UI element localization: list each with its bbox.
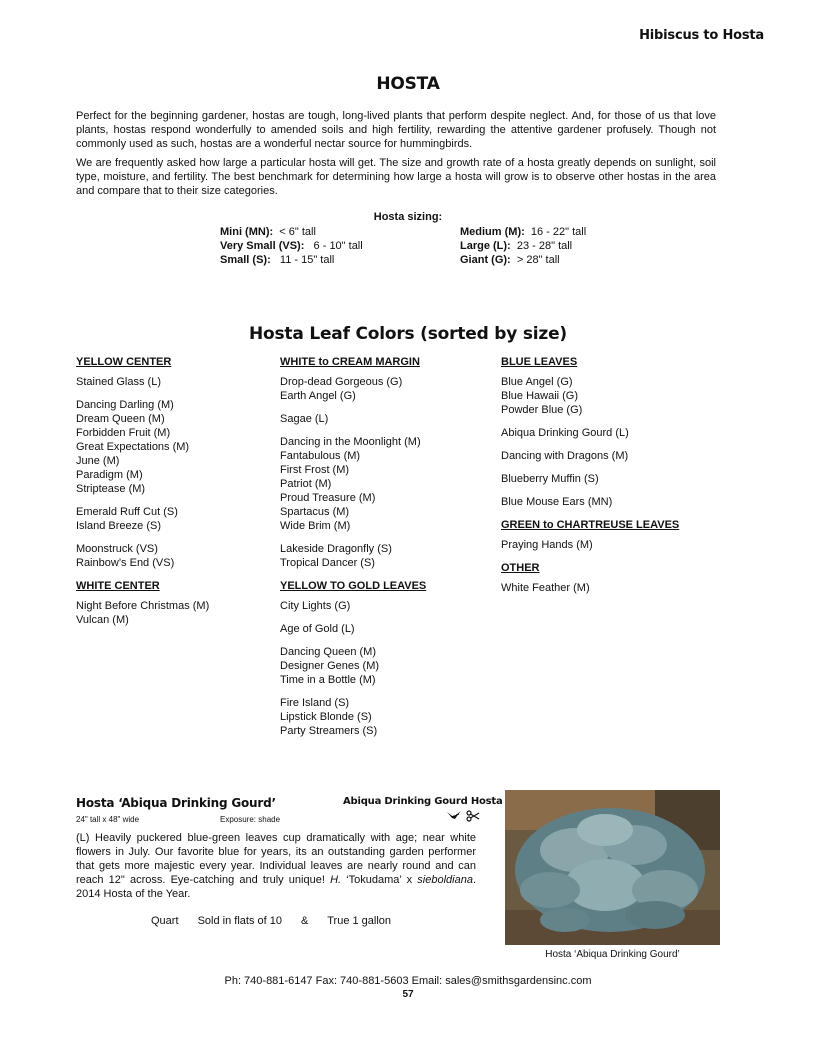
sizing-list-left	[220, 225, 363, 267]
variety-item: Sagae (L)	[280, 413, 329, 425]
section-heading: BLUE LEAVES	[501, 356, 578, 368]
sizing-row	[460, 239, 586, 253]
sizing-row	[460, 253, 586, 267]
variety-item: Lipstick Blonde (S)	[280, 711, 372, 723]
leaf-color-section	[501, 561, 721, 595]
variety-group	[280, 542, 490, 570]
variety-item: Powder Blue (G)	[501, 404, 583, 416]
variety-item: Spartacus (M)	[280, 506, 350, 518]
sizing-row	[220, 239, 363, 253]
variety-item: Party Streamers (S)	[280, 725, 378, 737]
leaf-colors-title: Hosta Leaf Colors (sorted by size)	[249, 324, 567, 344]
variety-item: Proud Treasure (M)	[280, 492, 376, 504]
variety-group	[280, 435, 490, 533]
variety-group	[501, 449, 721, 463]
variety-item: First Frost (M)	[280, 464, 350, 476]
leaf-color-section	[501, 518, 721, 552]
variety-item: Paradigm (M)	[76, 469, 143, 481]
variety-item: Rainbow’s End (VS)	[76, 557, 175, 569]
variety-item: Dancing Darling (M)	[76, 399, 174, 411]
description-text: (L) Heavily puckered blue-green leaves cup dramatically with age; near white flowers in July. Our favorite blue for years, its an outstanding garden performer that gets more majestic every year. Individual leaves are nearly round and can reach 12" across. Eye-catching and truly unique!	[76, 832, 476, 886]
container-size: True 1 gallon	[327, 915, 392, 927]
scissors-icon	[466, 810, 480, 825]
page-title: HOSTA	[376, 74, 440, 94]
leaf-color-column-1	[76, 355, 266, 636]
sizing-value: 11 - 15" tall	[279, 254, 335, 266]
intro-paragraph-2: We are frequently asked how large a particular hosta will get. The size and growth rate of a hosta greatly depends on sunlight, soil type, moisture, and fertility. The best benchmark for determining how large a hosta will grow is to observe other hostas in the area and compare that to their size categories.	[76, 157, 716, 197]
variety-item: Forbidden Fruit (M)	[76, 427, 171, 439]
variety-item: Dancing Queen (M)	[280, 646, 376, 658]
feature-size: 24" tall x 48" wide	[76, 815, 140, 824]
container-size: Quart	[151, 915, 179, 927]
variety-item: Designer Genes (M)	[280, 660, 380, 672]
feature-plant-name: Hosta ‘Abiqua Drinking Gourd’	[76, 796, 276, 810]
section-heading: WHITE to CREAM MARGIN	[280, 356, 420, 368]
sizing-label: Medium (M):	[460, 226, 525, 238]
variety-item: Tropical Dancer (S)	[280, 557, 375, 569]
variety-group	[76, 505, 266, 533]
section-heading: WHITE CENTER	[76, 580, 160, 592]
sizing-row	[220, 225, 363, 239]
section-heading: YELLOW CENTER	[76, 356, 172, 368]
sizing-value: < 6" tall	[279, 226, 316, 238]
variety-group	[280, 599, 490, 613]
feature-alt-title: Abiqua Drinking Gourd Hosta	[343, 796, 503, 807]
variety-item: Time in a Bottle (M)	[280, 674, 376, 686]
variety-group	[280, 696, 490, 738]
variety-item: City Lights (G)	[280, 600, 351, 612]
variety-group	[76, 599, 266, 627]
photo-caption: Hosta ‘Abiqua Drinking Gourd’	[545, 949, 680, 960]
variety-item: Island Breeze (S)	[76, 520, 161, 532]
variety-group	[280, 645, 490, 687]
description-species: sieboldiana	[417, 874, 473, 886]
variety-item: Vulcan (M)	[76, 614, 129, 626]
leaf-color-column-2	[280, 355, 490, 747]
container-size: Sold in flats of 10	[197, 915, 282, 927]
sizing-value: > 28" tall	[516, 254, 560, 266]
container-size: &	[301, 915, 309, 927]
variety-item: Blue Mouse Ears (MN)	[501, 496, 613, 508]
variety-item: June (M)	[76, 455, 120, 467]
variety-item: Dancing with Dragons (M)	[501, 450, 629, 462]
leaf-color-section	[501, 355, 721, 509]
running-header: Hibiscus to Hosta	[639, 28, 764, 43]
leaf-color-section	[76, 579, 266, 627]
variety-group	[501, 495, 721, 509]
variety-item: Wide Brim (M)	[280, 520, 351, 532]
variety-group	[280, 375, 490, 403]
variety-item: White Feather (M)	[501, 582, 590, 594]
variety-item: Abiqua Drinking Gourd (L)	[501, 427, 629, 439]
hosta-photo	[505, 790, 720, 945]
sizing-label: Small (S):	[220, 254, 271, 266]
leaf-color-section	[280, 579, 490, 738]
feature-description	[76, 831, 476, 901]
variety-item: Drop-dead Gorgeous (G)	[280, 376, 403, 388]
description-text: . 2014 Hosta of the Year.	[76, 874, 476, 900]
sizing-value: 16 - 22" tall	[530, 226, 587, 238]
variety-item: Great Expectations (M)	[76, 441, 190, 453]
variety-item: Praying Hands (M)	[501, 539, 593, 551]
leaf-color-section	[280, 355, 490, 570]
variety-item: Stained Glass (L)	[76, 376, 161, 388]
variety-group	[280, 622, 490, 636]
sizing-row	[460, 225, 586, 239]
sizing-label: Mini (MN):	[220, 226, 274, 238]
variety-item: Earth Angel (G)	[280, 390, 356, 402]
variety-group	[76, 375, 266, 389]
sizing-label: Giant (G):	[460, 254, 511, 266]
description-genus: H.	[330, 874, 342, 886]
variety-group	[501, 426, 721, 440]
sizing-list-right	[460, 225, 586, 267]
intro-paragraph-1: Perfect for the beginning gardener, hostas are tough, long-lived plants that perform despite neglect. And, for those of us that love plants, hostas respond wonderfully to amended soils and high fertility, rewarding the attentive gardener profusely. Though not commonly used as such, hostas are a wonderful nectar source for hummingbirds.	[76, 110, 716, 150]
variety-item: Patriot (M)	[280, 478, 332, 490]
sizing-row	[220, 253, 363, 267]
variety-group	[501, 472, 721, 486]
sizing-title: Hosta sizing:	[373, 211, 443, 223]
section-heading: YELLOW TO GOLD LEAVES	[280, 580, 427, 592]
section-heading: GREEN to CHARTREUSE LEAVES	[501, 519, 680, 531]
variety-group	[501, 538, 721, 552]
variety-item: Fantabulous (M)	[280, 450, 361, 462]
variety-item: Night Before Christmas (M)	[76, 600, 210, 612]
variety-group	[501, 375, 721, 417]
description-text: ‘Tokudama’ x	[341, 874, 418, 886]
variety-item: Dream Queen (M)	[76, 413, 165, 425]
variety-item: Blue Angel (G)	[501, 376, 573, 388]
variety-item: Fire Island (S)	[280, 697, 350, 709]
page-number: 57	[402, 989, 414, 1000]
variety-item: Moonstruck (VS)	[76, 543, 158, 555]
hummingbird-icon	[446, 810, 466, 825]
variety-group	[501, 581, 721, 595]
variety-item: Lakeside Dragonfly (S)	[280, 543, 392, 555]
variety-item: Blue Hawaii (G)	[501, 390, 579, 402]
leaf-color-section	[76, 355, 266, 570]
variety-group	[76, 542, 266, 570]
feature-icons	[446, 810, 480, 825]
leaf-color-column-3	[501, 355, 721, 604]
footer-contact: Ph: 740-881-6147 Fax: 740-881-5603 Email: sales@smithsgardensinc.com	[224, 975, 592, 987]
sizing-label: Large (L):	[460, 240, 511, 252]
feature-container-sizes	[151, 915, 407, 927]
section-heading: OTHER	[501, 562, 540, 574]
variety-item: Emerald Ruff Cut (S)	[76, 506, 178, 518]
sizing-value: 23 - 28" tall	[516, 240, 573, 252]
variety-group	[76, 398, 266, 496]
sizing-value: 6 - 10" tall	[313, 240, 363, 252]
sizing-label: Very Small (VS):	[220, 240, 305, 252]
variety-item: Striptease (M)	[76, 483, 146, 495]
variety-item: Blueberry Muffin (S)	[501, 473, 599, 485]
variety-item: Dancing in the Moonlight (M)	[280, 436, 421, 448]
variety-group	[280, 412, 490, 426]
variety-item: Age of Gold (L)	[280, 623, 355, 635]
feature-exposure: Exposure: shade	[220, 815, 281, 824]
